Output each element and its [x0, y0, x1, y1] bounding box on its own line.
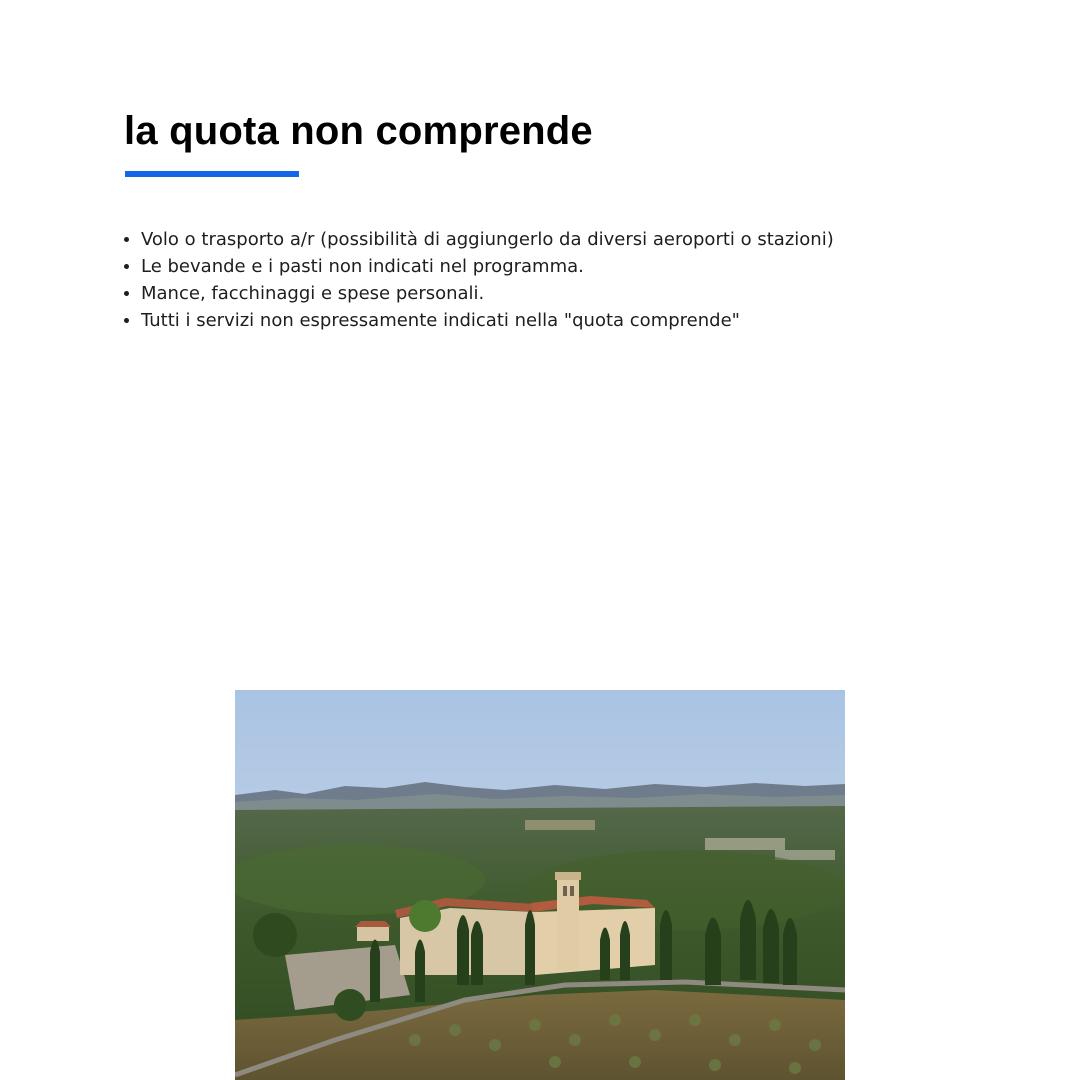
- exclusions-list: [124, 226, 834, 334]
- page-title: la quota non comprende: [124, 109, 593, 153]
- list-item: Mance, facchinaggi e spese personali.: [124, 280, 834, 307]
- list-item: Le bevande e i pasti non indicati nel programma.: [124, 253, 834, 280]
- list-item: Volo o trasporto a/r (possibilità di aggiungerlo da diversi aeroporti o stazioni): [124, 226, 834, 253]
- landscape-photo: [235, 690, 845, 1080]
- title-underline: [125, 171, 299, 177]
- list-item: Tutti i servizi non espressamente indicati nella "quota comprende": [124, 307, 834, 334]
